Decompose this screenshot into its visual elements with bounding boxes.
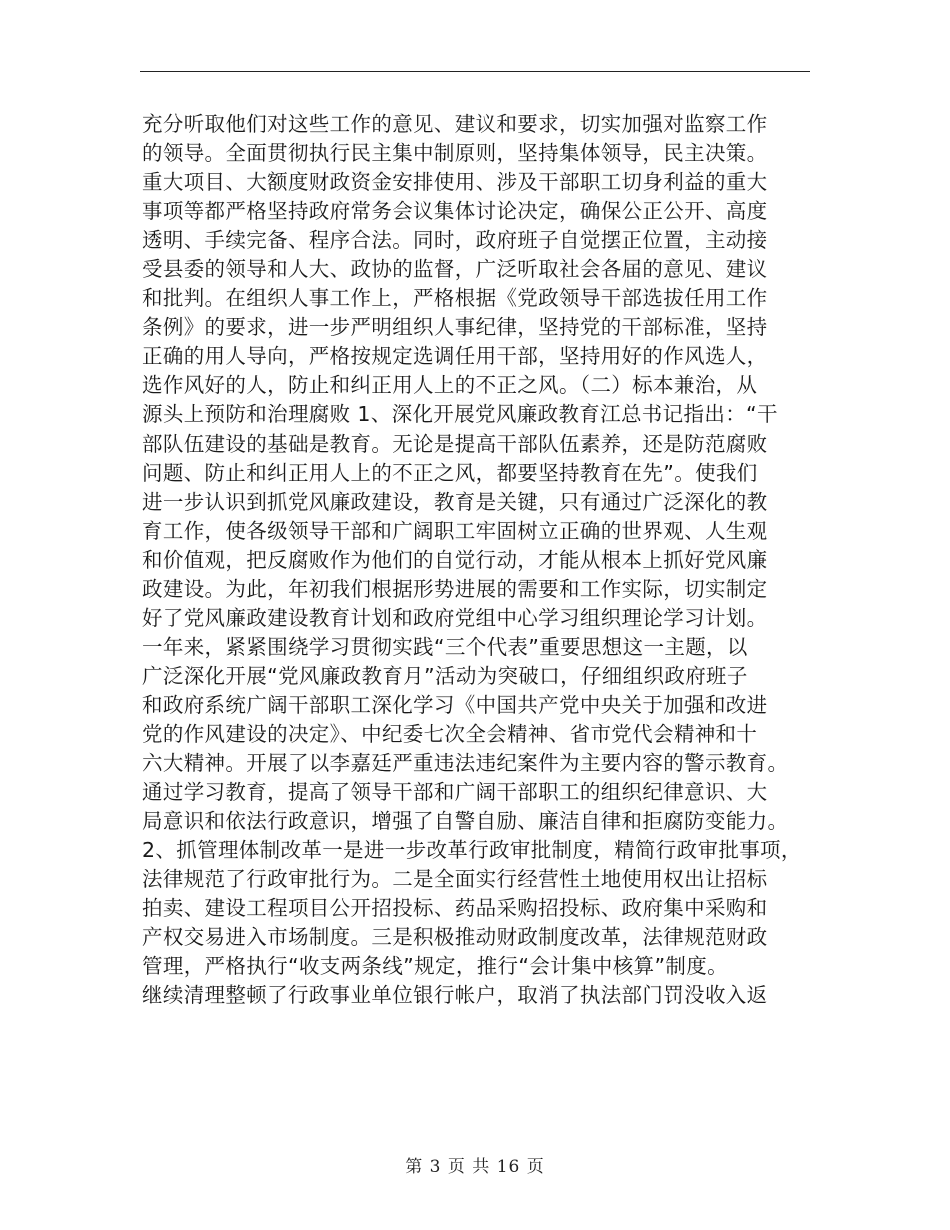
text-line: 和批判。在组织人事工作上，严格根据《党政领导干部选拔任用工作	[142, 286, 768, 311]
text-line: 管理，严格执行“收支两条线”规定，推行“会计集中核算”制度。	[142, 954, 728, 979]
text-line: 进一步认识到抓党风廉政建设，教育是关键，只有通过广泛深化的教	[142, 489, 768, 514]
text-line: 党的作风建设的决定》、中纪委七次全会精神、省市党代会精神和十	[142, 721, 758, 746]
page-footer: 第 3 页 共 16 页	[405, 1157, 545, 1177]
text-line: 充分听取他们对这些工作的意见、建议和要求，切实加强对监察工作	[142, 112, 768, 136]
text-line: 事项等都严格坚持政府常务会议集体讨论决定，确保公正公开、高度	[142, 199, 768, 224]
text-line: 广泛深化开展“党风廉政教育月”活动为突破口，仔细组织政府班子	[142, 663, 748, 688]
text-line: 育工作，使各级领导干部和广阔职工牢固树立正确的世界观、人生观	[142, 518, 768, 543]
text-line: 通过学习教育，提高了领导干部和广阔干部职工的组织纪律意识、大	[142, 780, 768, 805]
text-line: 好了党风廉政建设教育计划和政府党组中心学习组织理论学习计划。	[142, 605, 768, 630]
text-line: 六大精神。开展了以李嘉廷严重违法违纪案件为主要内容的警示教育。	[142, 751, 789, 776]
text-line: 的领导。全面贯彻执行民主集中制原则，坚持集体领导，民主决策。	[142, 141, 768, 166]
header-rule	[140, 71, 810, 72]
text-line: 和政府系统广阔干部职工深化学习《中国共产党中央关于加强和改进	[142, 692, 768, 717]
text-line: 拍卖、建设工程项目公开招投标、药品采购招投标、政府集中采购和	[142, 896, 768, 921]
text-line: 继续清理整顿了行政事业单位银行帐户，取消了执法部门罚没收入返	[142, 983, 768, 1008]
text-line: 重大项目、大额度财政资金安排使用、涉及干部职工切身利益的重大	[142, 170, 768, 195]
text-line: 局意识和依法行政意识，增强了自警自励、廉洁自律和拒腐防变能力。	[142, 809, 789, 834]
text-line: 选作风好的人，防止和纠正用人上的不正之风。（二）标本兼治，从	[142, 373, 758, 398]
text-line: 条例》的要求，进一步严明组织人事纪律，坚持党的干部标准，坚持	[142, 315, 768, 340]
text-line: 正确的用人导向，严格按规定选调任用干部，坚持用好的作风选人，	[142, 344, 768, 369]
body-text	[142, 110, 822, 1010]
text-line: 2、抓管理体制改革一是进一步改革行政审批制度，精简行政审批事项，	[142, 838, 802, 863]
text-line: 源头上预防和治理腐败 1、深化开展党风廉政教育江总书记指出：“干	[142, 402, 778, 427]
text-line: 受县委的领导和人大、政协的监督，广泛听取社会各届的意见、建议	[142, 257, 768, 282]
text-line: 政建设。为此，年初我们根据形势进展的需要和工作实际，切实制定	[142, 576, 768, 601]
text-line: 和价值观，把反腐败作为他们的自觉行动，才能从根本上抓好党风廉	[142, 547, 768, 572]
text-line: 透明、手续完备、程序合法。同时，政府班子自觉摆正位置，主动接	[142, 228, 768, 253]
text-line: 一年来，紧紧围绕学习贯彻实践“三个代表”重要思想这一主题，以	[142, 634, 748, 659]
text-line: 问题、防止和纠正用人上的不正之风，都要坚持教育在先”。使我们	[142, 460, 758, 485]
text-line: 产权交易进入市场制度。三是积极推动财政制度改革，法律规范财政	[142, 925, 768, 950]
text-line: 部队伍建设的基础是教育。无论是提高干部队伍素养，还是防范腐败	[142, 431, 768, 456]
text-line: 法律规范了行政审批行为。二是全面实行经营性土地使用权出让招标	[142, 867, 768, 892]
